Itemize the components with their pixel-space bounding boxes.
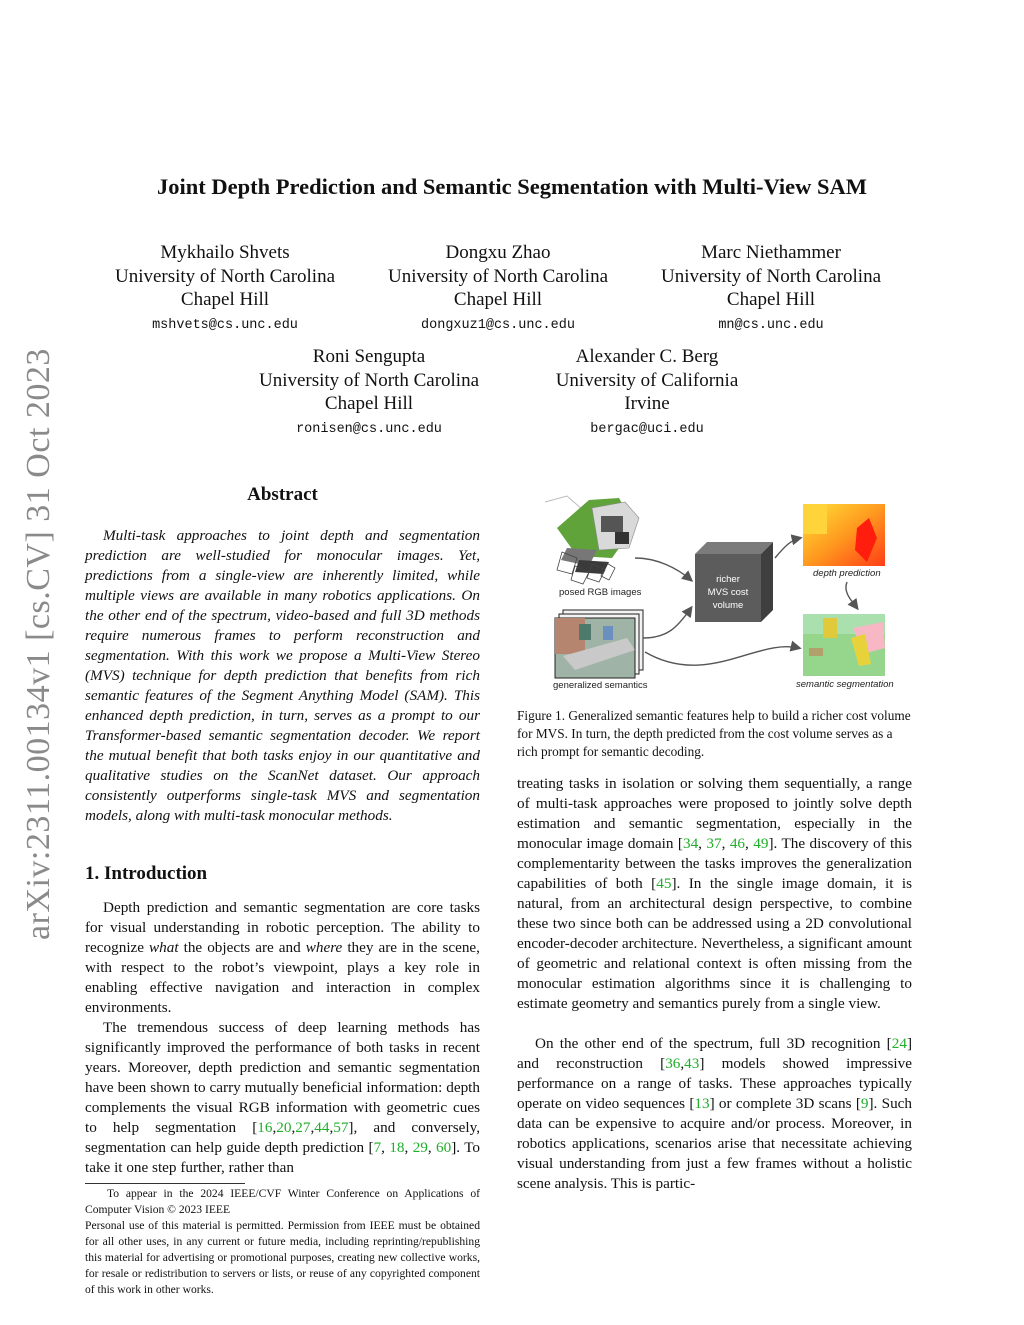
author-name: Mykhailo Shvets: [160, 242, 290, 263]
author-block-4: [229, 345, 509, 439]
text-run: The tremendous success of deep learning methods has significantly improved the performance of both tasks in recent years. Moreover, depth prediction and semantic segmentation have been shown to carry mutually beneficial information: depth complements the visual RGB information with geometric cues to help segmentation [: [85, 1019, 480, 1136]
text-run: Depth prediction and semantic segmentation are core tasks for visual understanding in robotic perception. The ability to recognize: [85, 899, 480, 956]
footnote-line-2: Personal use of this material is permitted. Permission from IEEE must be obtained for all other uses, in any current or future media, including reprinting/republishing this material for advertising or promotional purposes, creating new collective works, for resale or redistribution to servers or lists, or reuse of any copyrighted component of this work in other works.: [85, 1219, 480, 1296]
author-block-5: [507, 345, 787, 439]
depth-prediction-image: [803, 504, 885, 566]
author-block-1: [85, 241, 365, 335]
citation-link[interactable]: 36: [665, 1055, 681, 1072]
author-name: Marc Niethammer: [701, 242, 841, 263]
arxiv-sidebar-id: arXiv:2311.00134v1 [cs.CV] 31 Oct 2023: [20, 348, 57, 940]
text-run: ]. In the single image domain, it is natural, from an architectural design perspective, to combine these two since both can be addressed using a 2D convolutional encoder-decoder architecture. Nevertheless, a significant amount of geometric and relational context is often missing from the monocular estimation algorithms since it is challenging to estimate geometry and semantics purely from a single view.: [517, 875, 912, 1012]
author-email[interactable]: bergac@uci.edu: [590, 421, 704, 437]
citation-link[interactable]: 49: [753, 835, 769, 852]
text-run: the objects are and: [178, 939, 306, 956]
citation-link[interactable]: 57: [333, 1119, 349, 1136]
footnote-line-1: To appear in the 2024 IEEE/CVF Winter Conference on Applications of Computer Vision © 2023 IEEE: [85, 1187, 480, 1216]
text-run: ] and reconstruction [: [517, 1035, 912, 1072]
figure-1-caption: Figure 1. Generalized semantic features help to build a richer cost volume for MVS. In turn, the depth predicted from the cost volume serves as a rich prompt for semantic decoding.: [517, 708, 911, 759]
author-name: Roni Sengupta: [312, 346, 426, 367]
text-run: On the other end of the spectrum, full 3D recognition [: [535, 1035, 892, 1052]
arrow-semantics-to-volume: [643, 608, 691, 638]
citation-link[interactable]: 29: [412, 1139, 428, 1156]
text-run: ]. The discovery of this complementarity between the tasks improves the generalization capabilities of both [: [517, 835, 913, 892]
author-affiliation-city: Irvine: [624, 393, 670, 414]
author-email[interactable]: mshvets@cs.unc.edu: [152, 317, 298, 333]
right-paragraph-1: treating tasks in isolation or solving them sequentially, a range of multi-task approaches were proposed to jointly solve depth estimation and semantic segmentation, especially in the monocular image domain [34, 37, 46, 49]. The discovery of this complementarity between the tasks improves the generalization capabilities of both [45]. In the single image domain, it is natural, from an architectural design perspective, to combine these two since both can be addressed using a 2D convolutional encoder-decoder architecture. Nevertheless, a significant amount of geometric and relational context is often missing from the monocular estimation algorithms since it is challenging to estimate geometry and semantics purely from a single view.: [517, 775, 913, 1012]
author-affiliation: University of North Carolina: [114, 265, 336, 287]
figure-1-diagram: [517, 488, 912, 698]
right-paragraph-2: On the other end of the spectrum, full 3D recognition [24] and reconstruction [36,43] models showed impressive performance on a range of tasks. These approaches typically operate on video sequences [13] or complete 3D scans [9]. Such data can be expensive to acquire and/or process. Moreover, in robotics applications, scenarios arise that necessitate achieving visual understanding from just a few frames without a holistic scene analysis. This is partic-: [517, 1035, 912, 1192]
figure-label-generalized-semantics: generalized semantics: [553, 680, 648, 691]
author-email[interactable]: dongxuz1@cs.unc.edu: [421, 317, 575, 333]
figure-label-depth: depth prediction: [813, 568, 881, 579]
author-affiliation-city: Chapel Hill: [180, 289, 270, 310]
author-block-2: [358, 241, 638, 335]
semantic-segmentation-image: [803, 614, 885, 676]
text-run: ], and conversely, segmentation can help guide depth prediction [: [85, 1119, 480, 1156]
figure-label-posed-rgb: posed RGB images: [559, 587, 642, 598]
author-name: Dongxu Zhao: [445, 242, 551, 263]
author-email[interactable]: ronisen@cs.unc.edu: [296, 421, 442, 437]
figure-label-cube-1: richer: [716, 574, 740, 585]
author-affiliation-city: Chapel Hill: [324, 393, 414, 414]
footnote: [85, 1186, 480, 1298]
text-run: ] models showed impressive performance on a range of tasks. These approaches typically operate on video sequences [: [517, 1055, 912, 1112]
arrow-images-to-volume: [635, 558, 691, 580]
text-run: ]. To take it one step further, rather than: [85, 1139, 480, 1176]
figure-label-cube-3: volume: [712, 600, 744, 611]
text-run: ] or complete 3D scans [: [709, 1095, 861, 1112]
author-affiliation-city: Chapel Hill: [726, 289, 816, 310]
abstract-text: Multi-task approaches to joint depth and segmentation prediction are well-studied for monocular images. Yet, predictions from a single-view are inherently limited, while multiple views are available in many robotics applications. On the other end of the spectrum, video-based and full 3D methods require numerous frames to perform reconstruction and segmentation. With this work we propose a Multi-View Stereo (MVS) technique for depth prediction that benefits from rich semantic features of the Segment Anything Model (SAM). This enhanced depth prediction, in turn, serves as a prompt to our Transformer-based semantic segmentation decoder. We report the mutual benefit that both tasks enjoy in our quantitative and qualitative studies on the ScanNet dataset. Our approach consistently outperforms single-task MVS and segmentation models, along with multi-task monocular methods.: [85, 527, 480, 824]
posed-rgb-images-icon: [545, 496, 639, 584]
citation-link[interactable]: 46: [729, 835, 746, 852]
text-run: ]. Such data can be expensive to acquire and/or process. Moreover, in robotics applications, scenarios arise that necessitate achieving visual understanding from just a few frames without a holistic scene analysis. This is partic-: [517, 1095, 912, 1192]
citation-link[interactable]: 43: [684, 1055, 700, 1072]
author-affiliation: University of California: [555, 369, 739, 391]
arrow-volume-to-depth: [775, 538, 800, 558]
citation-link[interactable]: 27: [295, 1119, 311, 1136]
author-affiliation-city: Chapel Hill: [453, 289, 543, 310]
emphasis-where: where: [305, 939, 343, 956]
text-run: they are in the scene, with respect to the robot’s viewpoint, plays a key role in enabling effective navigation and interaction in complex environments.: [85, 939, 480, 1016]
author-affiliation: University of North Carolina: [258, 369, 480, 391]
abstract-heading: Abstract: [247, 484, 318, 505]
citation-link[interactable]: 20: [276, 1119, 292, 1136]
emphasis-what: what: [149, 939, 179, 956]
author-name: Alexander C. Berg: [575, 346, 719, 367]
citation-link[interactable]: 7: [373, 1139, 382, 1156]
text-run: treating tasks in isolation or solving them sequentially, a range of multi-task approaches were proposed to jointly solve depth estimation and semantic segmentation, especially in the monocular image domain [: [517, 775, 912, 852]
citation-link[interactable]: 44: [314, 1119, 330, 1136]
citation-link[interactable]: 34: [682, 835, 699, 852]
citation-link[interactable]: 16: [257, 1119, 273, 1136]
citation-link[interactable]: 9: [860, 1095, 869, 1112]
citation-link[interactable]: 13: [694, 1095, 710, 1112]
author-block-3: [631, 241, 911, 335]
intro-paragraph-1: [85, 898, 480, 1018]
citation-link[interactable]: 24: [891, 1035, 907, 1052]
author-affiliation: University of North Carolina: [660, 265, 882, 287]
author-affiliation: University of North Carolina: [387, 265, 609, 287]
arrow-depth-to-segmentation: [846, 582, 857, 608]
citation-link[interactable]: 60: [436, 1139, 452, 1156]
generalized-semantics-image-stack: [555, 610, 643, 678]
citation-link[interactable]: 18: [389, 1139, 405, 1156]
figure-label-segmentation: semantic segmentation: [796, 679, 894, 690]
paper-title: Joint Depth Prediction and Semantic Segmentation with Multi-View SAM: [157, 174, 867, 199]
intro-paragraph-2: The tremendous success of deep learning methods has significantly improved the performance of both tasks in recent years. Moreover, depth prediction and semantic segmentation have been shown to carry mutually beneficial information: depth complements the visual RGB information with geometric cues to help segmentation [16,20,27,44,57], and conversely, segmentation can help guide depth prediction [7, 18, 29, 60]. To take it one step further, rather than: [85, 1019, 480, 1176]
figure-label-cube-2: MVS cost: [707, 587, 749, 598]
citation-link[interactable]: 45: [656, 875, 672, 892]
footnote-rule: [85, 1183, 245, 1184]
arrow-semantics-to-segmentation: [645, 647, 799, 666]
citation-link[interactable]: 37: [706, 835, 722, 852]
section-heading-introduction: 1. Introduction: [85, 863, 208, 884]
author-email[interactable]: mn@cs.unc.edu: [718, 317, 824, 333]
